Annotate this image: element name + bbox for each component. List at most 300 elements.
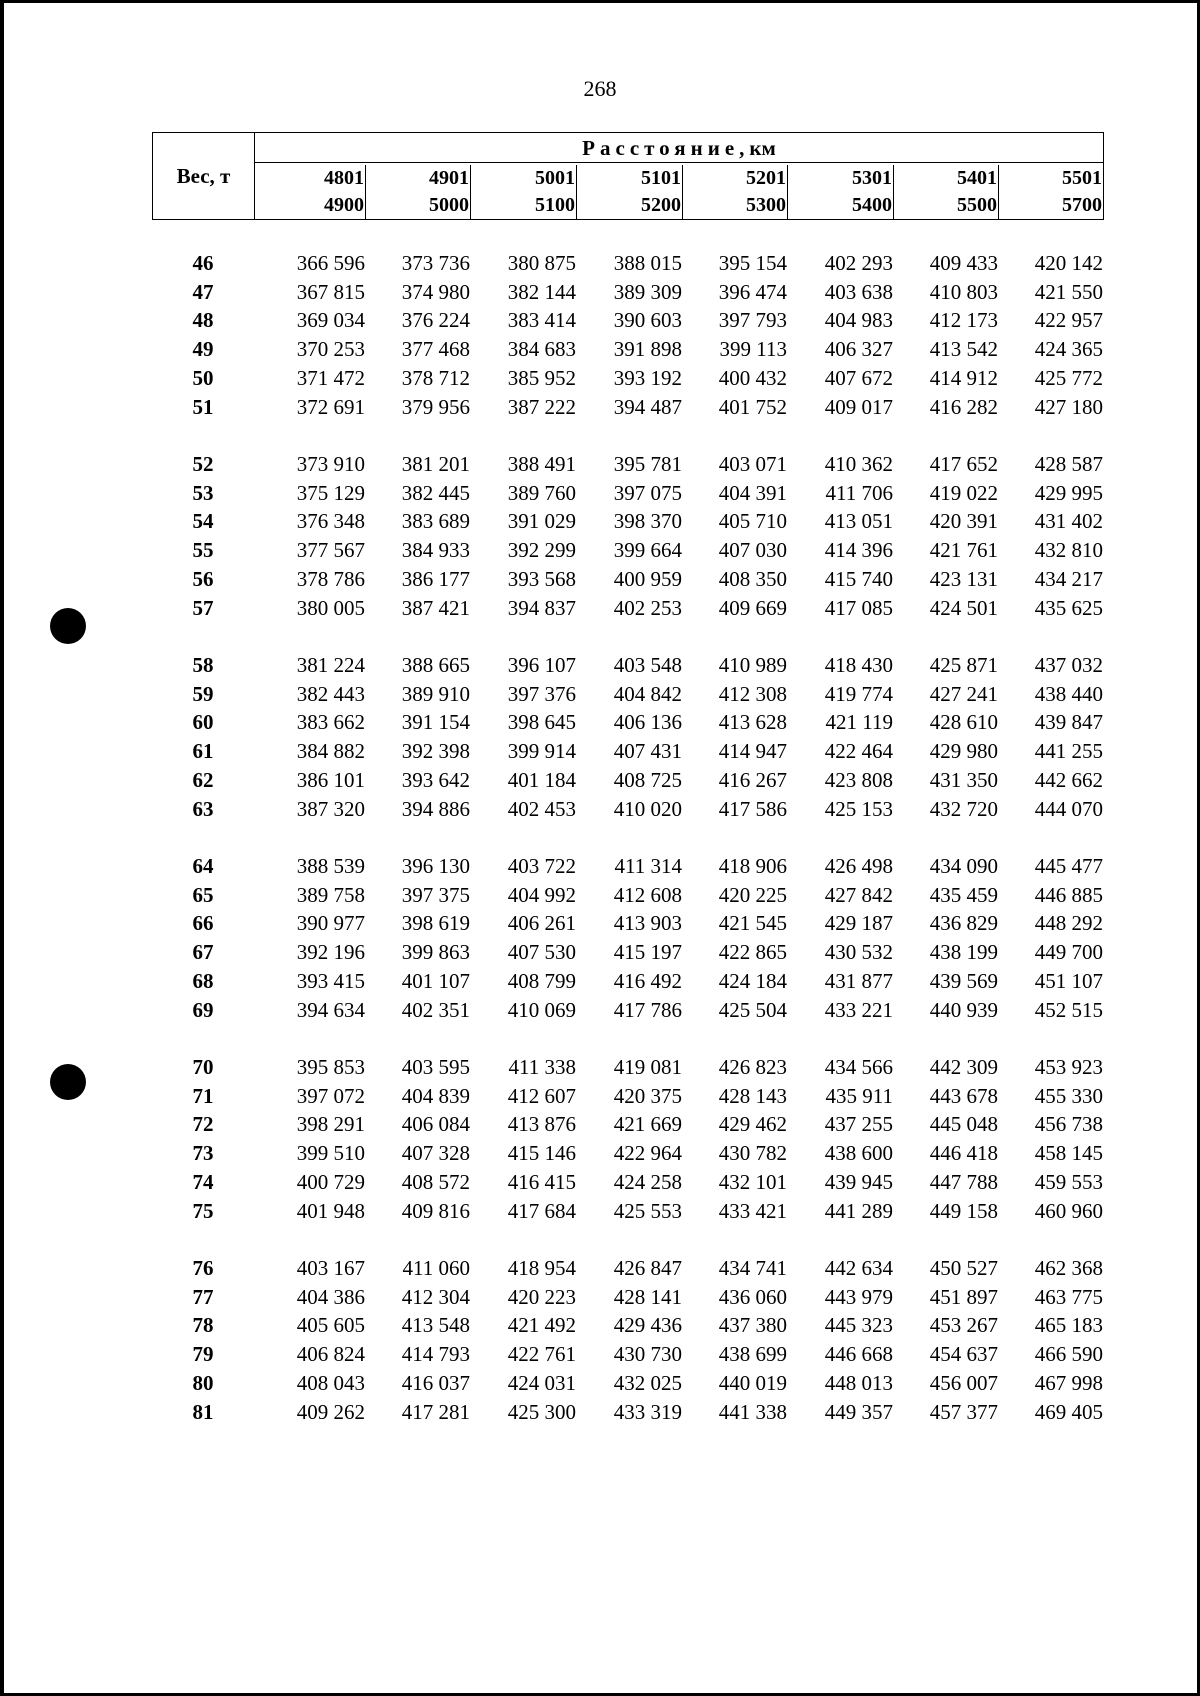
weight-cell: 50 (192, 365, 214, 390)
value-cell: 432 810 (1034, 538, 1103, 563)
value-cell: 410 803 (929, 279, 998, 304)
value-cell: 398 645 (507, 710, 576, 735)
value-cell: 395 781 (613, 452, 682, 476)
value-cell: 417 786 (613, 997, 682, 1022)
range-header (471, 163, 577, 221)
value-cell: 450 527 (929, 1256, 998, 1280)
value-cell: 402 253 (613, 595, 682, 620)
value-cell: 405 605 (296, 1313, 365, 1338)
value-cell: 378 712 (401, 365, 470, 390)
weight-cell: 68 (192, 968, 214, 993)
value-cell: 420 223 (507, 1284, 576, 1309)
value-cell: 422 957 (1034, 308, 1103, 333)
value-cell: 433 421 (718, 1198, 787, 1223)
value-cell: 391 154 (401, 710, 470, 735)
value-cell: 400 432 (718, 365, 787, 390)
range-from: 4801 (324, 165, 366, 192)
value-cell: 446 885 (1034, 882, 1103, 907)
weight-cell: 66 (192, 911, 214, 936)
value-cell: 397 375 (401, 882, 470, 907)
value-cell: 396 474 (718, 279, 787, 304)
value-cell: 399 863 (401, 940, 470, 965)
value-cell: 423 131 (929, 566, 998, 591)
value-cell: 416 037 (401, 1370, 470, 1395)
value-cell: 462 368 (1034, 1256, 1103, 1280)
distance-title: Расстояние, (582, 136, 750, 160)
value-cell: 397 376 (507, 681, 576, 706)
table-header (152, 132, 1104, 220)
range-from: 5001 (535, 165, 577, 192)
value-cell: 377 468 (401, 337, 470, 362)
value-cell: 397 793 (718, 308, 787, 333)
value-cell: 416 267 (718, 767, 787, 792)
value-cell: 399 510 (296, 1141, 365, 1166)
value-cell: 386 177 (401, 566, 470, 591)
value-cell: 413 051 (824, 509, 893, 534)
value-cell: 429 995 (1034, 480, 1103, 505)
binder-hole (50, 608, 86, 644)
value-cell: 439 569 (929, 968, 998, 993)
value-cell: 377 567 (296, 538, 365, 563)
value-cell: 402 453 (507, 796, 576, 821)
weight-cell: 65 (192, 882, 214, 907)
value-cell: 414 912 (929, 365, 998, 390)
value-cell: 414 793 (401, 1342, 470, 1367)
value-cell: 431 350 (929, 767, 998, 792)
value-cell: 371 472 (296, 365, 365, 390)
value-cell: 420 391 (929, 509, 998, 534)
value-cell: 406 261 (507, 911, 576, 936)
distance-unit: км (749, 136, 776, 160)
value-cell: 376 224 (401, 308, 470, 333)
value-cell: 448 292 (1034, 911, 1103, 936)
value-cell: 434 090 (929, 854, 998, 878)
value-cell: 391 898 (613, 337, 682, 362)
range-header (577, 163, 683, 221)
value-cell: 401 752 (718, 394, 787, 419)
value-cell: 422 761 (507, 1342, 576, 1367)
value-cell: 411 060 (402, 1256, 470, 1280)
value-cell: 408 799 (507, 968, 576, 993)
value-cell: 419 774 (824, 681, 893, 706)
value-cell: 406 824 (296, 1342, 365, 1367)
value-cell: 384 683 (507, 337, 576, 362)
value-cell: 435 911 (825, 1083, 893, 1108)
value-cell: 407 530 (507, 940, 576, 965)
value-cell: 421 492 (507, 1313, 576, 1338)
value-cell: 387 421 (401, 595, 470, 620)
weight-cell: 67 (192, 940, 214, 965)
value-cell: 408 572 (401, 1169, 470, 1194)
value-cell: 441 338 (718, 1399, 787, 1424)
value-cell: 415 740 (824, 566, 893, 591)
value-cell: 417 586 (718, 796, 787, 821)
value-cell: 421 119 (825, 710, 893, 735)
value-cell: 434 566 (824, 1055, 893, 1079)
value-cell: 467 998 (1034, 1370, 1103, 1395)
range-from: 5401 (957, 165, 999, 192)
value-cell: 389 758 (296, 882, 365, 907)
weight-cell: 49 (192, 337, 214, 362)
range-to: 5200 (641, 192, 683, 219)
range-to: 5000 (429, 192, 471, 219)
value-cell: 388 491 (507, 452, 576, 476)
value-cell: 428 587 (1034, 452, 1103, 476)
value-cell: 388 015 (613, 251, 682, 275)
value-cell: 397 072 (296, 1083, 365, 1108)
value-cell: 407 672 (824, 365, 893, 390)
value-cell: 429 462 (718, 1112, 787, 1137)
value-cell: 406 327 (824, 337, 893, 362)
value-cell: 403 722 (507, 854, 576, 878)
value-cell: 412 308 (718, 681, 787, 706)
value-cell: 390 977 (296, 911, 365, 936)
value-cell: 388 665 (401, 653, 470, 677)
value-cell: 422 865 (718, 940, 787, 965)
value-cell: 406 136 (613, 710, 682, 735)
value-cell: 398 291 (296, 1112, 365, 1137)
value-cell: 426 847 (613, 1256, 682, 1280)
value-cell: 392 196 (296, 940, 365, 965)
page-number: 268 (583, 76, 617, 101)
value-cell: 409 017 (824, 394, 893, 419)
value-cell: 424 258 (613, 1169, 682, 1194)
value-cell: 390 603 (613, 308, 682, 333)
value-cell: 389 760 (507, 480, 576, 505)
value-cell: 399 914 (507, 739, 576, 764)
value-cell: 381 224 (296, 653, 365, 677)
weight-cell: 76 (192, 1256, 214, 1280)
value-cell: 426 498 (824, 854, 893, 878)
value-cell: 442 309 (929, 1055, 998, 1079)
value-cell: 411 706 (825, 480, 893, 505)
value-cell: 406 084 (401, 1112, 470, 1137)
value-cell: 410 020 (613, 796, 682, 821)
value-cell: 404 386 (296, 1284, 365, 1309)
value-cell: 457 377 (929, 1399, 998, 1424)
value-cell: 458 145 (1034, 1141, 1103, 1166)
value-cell: 388 539 (296, 854, 365, 878)
value-cell: 430 730 (613, 1342, 682, 1367)
value-cell: 424 184 (718, 968, 787, 993)
weight-cell: 53 (192, 480, 214, 505)
value-cell: 408 043 (296, 1370, 365, 1395)
value-cell: 402 351 (401, 997, 470, 1022)
value-cell: 404 992 (507, 882, 576, 907)
value-cell: 402 293 (824, 251, 893, 275)
value-cell: 453 923 (1034, 1055, 1103, 1079)
value-cell: 438 600 (824, 1141, 893, 1166)
value-cell: 456 007 (929, 1370, 998, 1395)
value-cell: 417 281 (401, 1399, 470, 1424)
value-cell: 419 022 (929, 480, 998, 505)
value-cell: 421 761 (929, 538, 998, 563)
value-cell: 407 030 (718, 538, 787, 563)
value-cell: 387 320 (296, 796, 365, 821)
value-cell: 391 029 (507, 509, 576, 534)
value-cell: 465 183 (1034, 1313, 1103, 1338)
value-cell: 374 980 (401, 279, 470, 304)
value-cell: 413 903 (613, 911, 682, 936)
weight-cell: 62 (192, 767, 214, 792)
value-cell: 381 201 (401, 452, 470, 476)
value-cell: 412 173 (929, 308, 998, 333)
value-cell: 432 025 (613, 1370, 682, 1395)
value-cell: 410 362 (824, 452, 893, 476)
value-cell: 401 948 (296, 1198, 365, 1223)
value-cell: 384 933 (401, 538, 470, 563)
range-to: 5700 (1062, 192, 1104, 219)
weight-cell: 81 (192, 1399, 214, 1424)
value-cell: 415 146 (507, 1141, 576, 1166)
value-cell: 434 217 (1034, 566, 1103, 591)
value-cell: 394 886 (401, 796, 470, 821)
value-cell: 404 391 (718, 480, 787, 505)
weight-cell: 73 (192, 1141, 214, 1166)
value-cell: 420 142 (1034, 251, 1103, 275)
value-cell: 415 197 (613, 940, 682, 965)
weight-cell: 63 (192, 796, 214, 821)
value-cell: 416 492 (613, 968, 682, 993)
value-cell: 382 144 (507, 279, 576, 304)
value-cell: 408 725 (613, 767, 682, 792)
value-cell: 384 882 (296, 739, 365, 764)
value-cell: 444 070 (1034, 796, 1103, 821)
value-cell: 453 267 (929, 1313, 998, 1338)
weight-cell: 52 (192, 452, 214, 476)
weight-cell: 78 (192, 1313, 214, 1338)
value-cell: 420 375 (613, 1083, 682, 1108)
value-cell: 379 956 (401, 394, 470, 419)
range-to: 5100 (535, 192, 577, 219)
value-cell: 393 568 (507, 566, 576, 591)
value-cell: 403 638 (824, 279, 893, 304)
value-cell: 412 607 (507, 1083, 576, 1108)
value-cell: 389 309 (613, 279, 682, 304)
value-cell: 394 487 (613, 394, 682, 419)
value-cell: 433 221 (824, 997, 893, 1022)
value-cell: 369 034 (296, 308, 365, 333)
value-cell: 417 085 (824, 595, 893, 620)
value-cell: 392 398 (401, 739, 470, 764)
value-cell: 451 107 (1034, 968, 1103, 993)
range-header (683, 163, 788, 221)
value-cell: 425 153 (824, 796, 893, 821)
value-cell: 449 700 (1034, 940, 1103, 965)
value-cell: 421 669 (613, 1112, 682, 1137)
weight-cell: 59 (192, 681, 214, 706)
value-cell: 427 241 (929, 681, 998, 706)
weight-cell: 75 (192, 1198, 214, 1223)
value-cell: 441 289 (824, 1198, 893, 1223)
value-cell: 385 952 (507, 365, 576, 390)
value-cell: 380 875 (507, 251, 576, 275)
value-cell: 413 548 (401, 1313, 470, 1338)
value-cell: 411 314 (614, 854, 682, 878)
value-cell: 393 415 (296, 968, 365, 993)
value-cell: 401 107 (401, 968, 470, 993)
value-cell: 383 414 (507, 308, 576, 333)
value-cell: 382 445 (401, 480, 470, 505)
value-cell: 401 184 (507, 767, 576, 792)
value-cell: 425 504 (718, 997, 787, 1022)
value-cell: 421 545 (718, 911, 787, 936)
value-cell: 446 418 (929, 1141, 998, 1166)
value-cell: 435 459 (929, 882, 998, 907)
value-cell: 449 158 (929, 1198, 998, 1223)
value-cell: 400 959 (613, 566, 682, 591)
range-from: 5301 (852, 165, 894, 192)
value-cell: 442 662 (1034, 767, 1103, 792)
value-cell: 437 380 (718, 1313, 787, 1338)
value-cell: 428 610 (929, 710, 998, 735)
value-cell: 429 187 (824, 911, 893, 936)
value-cell: 449 357 (824, 1399, 893, 1424)
value-cell: 451 897 (929, 1284, 998, 1309)
value-cell: 382 443 (296, 681, 365, 706)
value-cell: 393 642 (401, 767, 470, 792)
weight-cell: 64 (192, 854, 214, 878)
value-cell: 425 300 (507, 1399, 576, 1424)
value-cell: 466 590 (1034, 1342, 1103, 1367)
range-header (255, 163, 366, 221)
value-cell: 410 989 (718, 653, 787, 677)
value-cell: 445 323 (824, 1313, 893, 1338)
value-cell: 463 775 (1034, 1284, 1103, 1309)
value-cell: 397 075 (613, 480, 682, 505)
value-cell: 430 532 (824, 940, 893, 965)
value-cell: 439 945 (824, 1169, 893, 1194)
value-cell: 418 906 (718, 854, 787, 878)
value-cell: 413 628 (718, 710, 787, 735)
weight-cell: 71 (192, 1083, 214, 1108)
value-cell: 409 816 (401, 1198, 470, 1223)
value-cell: 392 299 (507, 538, 576, 563)
value-cell: 434 741 (718, 1256, 787, 1280)
weight-cell: 48 (192, 308, 214, 333)
weight-cell: 74 (192, 1169, 214, 1194)
value-cell: 426 823 (718, 1055, 787, 1079)
weight-cell: 60 (192, 710, 214, 735)
value-cell: 438 440 (1034, 681, 1103, 706)
value-cell: 440 019 (718, 1370, 787, 1395)
range-header (894, 163, 999, 221)
value-cell: 372 691 (296, 394, 365, 419)
value-cell: 436 060 (718, 1284, 787, 1309)
value-cell: 416 282 (929, 394, 998, 419)
value-cell: 394 837 (507, 595, 576, 620)
range-to: 5500 (957, 192, 999, 219)
value-cell: 418 954 (507, 1256, 576, 1280)
value-cell: 409 262 (296, 1399, 365, 1424)
weight-cell: 57 (192, 595, 214, 620)
value-cell: 389 910 (401, 681, 470, 706)
value-cell: 403 595 (401, 1055, 470, 1079)
value-cell: 424 031 (507, 1370, 576, 1395)
value-cell: 438 199 (929, 940, 998, 965)
value-cell: 442 634 (824, 1256, 893, 1280)
value-cell: 435 625 (1034, 595, 1103, 620)
range-to: 5300 (746, 192, 788, 219)
value-cell: 425 772 (1034, 365, 1103, 390)
value-cell: 404 842 (613, 681, 682, 706)
value-cell: 421 550 (1034, 279, 1103, 304)
value-cell: 376 348 (296, 509, 365, 534)
weight-cell: 51 (192, 394, 214, 419)
value-cell: 399 113 (719, 337, 787, 362)
range-header (366, 163, 471, 221)
value-cell: 407 431 (613, 739, 682, 764)
value-cell: 378 786 (296, 566, 365, 591)
value-cell: 432 720 (929, 796, 998, 821)
value-cell: 414 396 (824, 538, 893, 563)
value-cell: 418 430 (824, 653, 893, 677)
value-cell: 373 736 (401, 251, 470, 275)
weight-cell: 55 (192, 538, 214, 563)
value-cell: 440 939 (929, 997, 998, 1022)
value-cell: 438 699 (718, 1342, 787, 1367)
value-cell: 405 710 (718, 509, 787, 534)
value-cell: 404 983 (824, 308, 893, 333)
value-cell: 366 596 (296, 251, 365, 275)
weight-cell: 70 (192, 1055, 214, 1079)
value-cell: 400 729 (296, 1169, 365, 1194)
value-cell: 425 871 (929, 653, 998, 677)
value-cell: 424 501 (929, 595, 998, 620)
range-to: 4900 (324, 192, 366, 219)
distance-header (255, 133, 1103, 163)
value-cell: 459 553 (1034, 1169, 1103, 1194)
weight-cell: 80 (192, 1370, 214, 1395)
value-cell: 452 515 (1034, 997, 1103, 1022)
value-cell: 383 689 (401, 509, 470, 534)
value-cell: 380 005 (296, 595, 365, 620)
weight-cell: 69 (192, 997, 214, 1022)
value-cell: 387 222 (507, 394, 576, 419)
value-cell: 370 253 (296, 337, 365, 362)
value-cell: 424 365 (1034, 337, 1103, 362)
value-cell: 403 167 (296, 1256, 365, 1280)
range-from: 5501 (1062, 165, 1104, 192)
value-cell: 409 433 (929, 251, 998, 275)
value-cell: 396 130 (401, 854, 470, 878)
value-cell: 436 829 (929, 911, 998, 936)
value-cell: 417 652 (929, 452, 998, 476)
value-cell: 408 350 (718, 566, 787, 591)
value-cell: 441 255 (1034, 739, 1103, 764)
value-cell: 455 330 (1034, 1083, 1103, 1108)
value-cell: 395 853 (296, 1055, 365, 1079)
value-cell: 429 436 (613, 1313, 682, 1338)
value-cell: 417 684 (507, 1198, 576, 1223)
value-cell: 413 542 (929, 337, 998, 362)
value-cell: 395 154 (718, 251, 787, 275)
value-cell: 446 668 (824, 1342, 893, 1367)
value-cell: 437 255 (824, 1112, 893, 1137)
value-cell: 398 370 (613, 509, 682, 534)
value-cell: 447 788 (929, 1169, 998, 1194)
range-from: 5101 (641, 165, 683, 192)
value-cell: 443 979 (824, 1284, 893, 1309)
value-cell: 428 143 (718, 1083, 787, 1108)
value-cell: 399 664 (613, 538, 682, 563)
value-cell: 404 839 (401, 1083, 470, 1108)
weight-cell: 56 (192, 566, 214, 591)
weight-cell: 54 (192, 509, 214, 534)
value-cell: 403 071 (718, 452, 787, 476)
weight-cell: 61 (192, 739, 214, 764)
value-cell: 422 464 (824, 739, 893, 764)
